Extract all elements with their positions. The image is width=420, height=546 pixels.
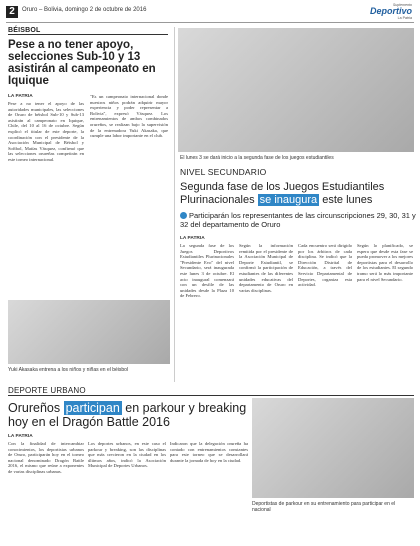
logo-name: Deportivo — [369, 6, 412, 16]
column-divider — [174, 27, 175, 382]
logo-supplement: Suplemento — [392, 3, 412, 7]
story2-section: NIVEL SECUNDARIO — [180, 167, 267, 177]
story3-headline — [8, 401, 248, 429]
story2-body-col1: La segunda fase de los Juegos Deportivos Estudiantiles Plurinacionales "Presidente Evo" del nivel Secundario, será inaugurada este lunes 3 de octubre. El acto inaugural comenzará con un desfile de las unidades desde la Plaza 10 de Febrero. — [180, 243, 234, 299]
story3-headline-part1: Orureños — [8, 401, 61, 415]
story3-photo-caption: Deportistas de parkour en su entrenamiento para participar en el nacional — [252, 501, 396, 513]
story1-dateline: LA PATRIA — [8, 94, 33, 99]
parkour-photo — [252, 398, 414, 498]
story2-headline-part1: Segunda fase de los Juegos Estudiantiles Plurinacionales — [180, 181, 385, 206]
story1-headline: Pese a no tener apoyo, selecciones Sub-10 y 13 asistirán al campeonato en Iquique — [8, 39, 156, 87]
story2-body-col2: Según la información remitida por el presidente de la Asociación Municipal de Deporte Estudiantil, se confirmó la participación de estudiantes de las diferentes unidades educativas del departamento de Oruro en varias disciplinas. — [239, 243, 293, 293]
story1-body-col2: "Es un campeonato internacional donde nuestros niños podrán adquirir mayor experiencia y poder representar a Bolivia", expresó Vásquez. Los entrenamientos de ambos combinados orureños, se realizan bajo la supervisión de la entrenadora Yuki Akasaka, que cumple una labor importante en el club. — [90, 94, 168, 139]
story1-body-col1: Pese a no tener el apoyo de las autoridades municipales, las selecciones de Oruro de béisbol Sub-10 y Sub-13 asistirán al campeonato en Iquique, Chile, del 10 al 16 de octubre. Según explicó el titular de este deporte, la coordinación con el presidente de la Asociación Municipal de Béisbol y Softbol, Matías Vásquez, confirmó que las selecciones orureñas competirán en este torneo internacional. — [8, 101, 84, 162]
story3-headline-part2: en parkour y breaking hoy en el Dragón Battle 2016 — [8, 401, 247, 429]
logo-sub: La Patria — [397, 16, 412, 20]
story3-body-col1: Con la finalidad de intercambiar conocimientos, los deportistas urbanos de Oruro, participarán hoy en el torneo nacional denominado Dragón Battle 2016, el mismo que reúne a exponentes de varias disciplinas urbanas. — [8, 441, 84, 474]
header-rule — [6, 22, 414, 23]
page-number: 2 — [6, 6, 18, 18]
story3-body-col3: Indicaron que la delegación orureña ha contado con entrenamientos constantes para este torneo que se desarrollará durante la jornada de hoy en la ciudad. — [170, 441, 248, 463]
story2-bullet — [180, 211, 416, 229]
story1-section: BÉISBOL — [8, 27, 168, 35]
edition-text: Oruro – Bolivia, domingo 2 de octubre de 2016 — [22, 7, 147, 13]
story2-headline-highlight: se inaugura — [259, 194, 318, 206]
story2-bullet-text: Participarán los representantes de las circunscripciones 29, 30, 31 y 32 del departamento de Oruro — [180, 211, 416, 229]
story2-body-col3: Cada encuentro será dirigido por los árbitros de cada disciplina. Se indicó que la Dirección Distrital de Educación, a través del Servicio Departamental de Deportes, organiza esta actividad. — [298, 243, 352, 288]
section-logo — [370, 3, 412, 20]
story3-body-col2: Los deportes urbanos, en este caso el parkour y breaking, son las disciplinas que más crecieron en la ciudad en los últimos años, indicó la Asociación Municipal de Deportes Urbanos. — [88, 441, 166, 469]
story2-headline — [180, 181, 416, 207]
baseball-photo — [8, 300, 170, 364]
story3-headline-highlight: participan — [65, 401, 120, 415]
bullet-icon — [180, 212, 187, 219]
students-parade-photo — [178, 28, 414, 152]
story3-section: DEPORTE URBANO — [8, 386, 414, 396]
story1-photo-caption: Yuki Akasaka entrena a los niños y niñas en el béisbol — [8, 367, 129, 373]
story3-dateline: LA PATRIA — [8, 434, 33, 439]
story2-headline-part2: este lunes — [322, 194, 373, 206]
story2-body-col4: Según lo planificado, se espera que desde esta fase se pueda promover a los mejores deportistas para el desarrollo de los estudiantes. El segundo tramo será lo más importante para el nivel Secundario. — [357, 243, 413, 282]
story2-dateline: LA PATRIA — [180, 236, 205, 241]
story2-photo-caption: El lunes 3 se dará inicio a la segunda fase de los juegos estudiantiles — [180, 155, 334, 161]
